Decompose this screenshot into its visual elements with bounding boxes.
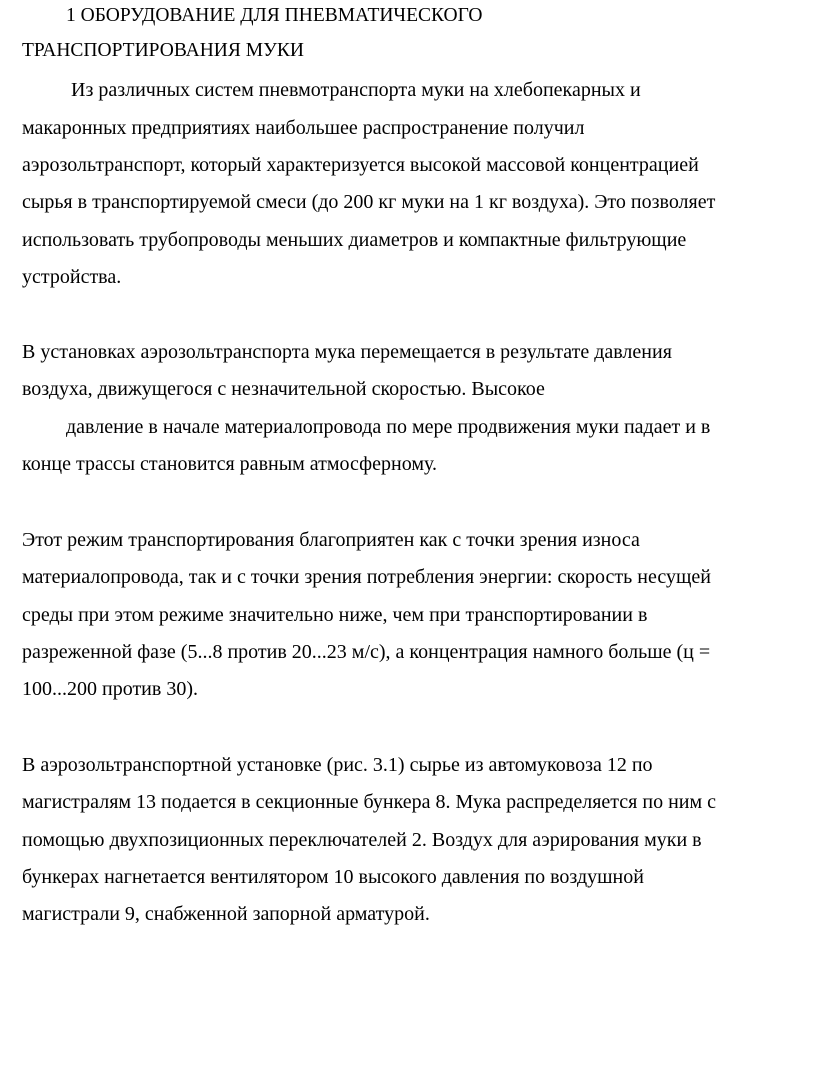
paragraph-line: макаронных предприятиях наибольшее распространение получил xyxy=(22,117,585,139)
paragraph-line: конце трассы становится равным атмосферному. xyxy=(22,453,437,475)
paragraph-line: Из различных систем пневмотранспорта муки на хлебопекарных и xyxy=(71,79,641,101)
paragraph-line: бункерах нагнетается вентилятором 10 высокого давления по воздушной xyxy=(22,866,644,888)
paragraph-line: 100...200 против 30). xyxy=(22,678,198,700)
paragraph-line: разреженной фазе (5...8 против 20...23 м/с), а концентрация намного больше (ц = xyxy=(22,641,711,663)
paragraph-line: использовать трубопроводы меньших диаметров и компактные фильтрующие xyxy=(22,229,687,251)
paragraph-line: среды при этом режиме значительно ниже, чем при транспортировании в xyxy=(22,604,648,626)
paragraph-line: В установках аэрозольтранспорта мука перемещается в результате давления xyxy=(22,341,672,363)
heading-line-1: 1 ОБОРУДОВАНИЕ ДЛЯ ПНЕВМАТИЧЕСКОГО xyxy=(66,5,483,26)
paragraph-line: материалопровода, так и с точки зрения потребления энергии: скорость несущей xyxy=(22,566,711,588)
paragraph-line: помощью двухпозиционных переключателей 2. Воздух для аэрирования муки в xyxy=(22,829,702,851)
paragraph-line: аэрозольтранспорт, который характеризуется высокой массовой концентрацией xyxy=(22,154,699,176)
paragraph-line: сырья в транспортируемой смеси (до 200 кг муки на 1 кг воздуха). Это позволяет xyxy=(22,191,716,213)
heading-line-2: ТРАНСПОРТИРОВАНИЯ МУКИ xyxy=(22,40,304,61)
paragraph-line: В аэрозольтранспортной установке (рис. 3.1) сырье из автомуковоза 12 по xyxy=(22,754,653,776)
paragraph-line: воздуха, движущегося с незначительной скоростью. Высокое xyxy=(22,378,545,400)
paragraph-line: магистрали 9, снабженной запорной арматурой. xyxy=(22,903,430,925)
paragraph-line: устройства. xyxy=(22,266,122,288)
paragraph-line: магистралям 13 подается в секционные бункера 8. Мука распределяется по ним с xyxy=(22,791,717,813)
paragraph-line: Этот режим транспортирования благоприятен как с точки зрения износа xyxy=(22,529,640,551)
paragraph-line: давление в начале материалопровода по мере продвижения муки падает и в xyxy=(66,416,711,438)
